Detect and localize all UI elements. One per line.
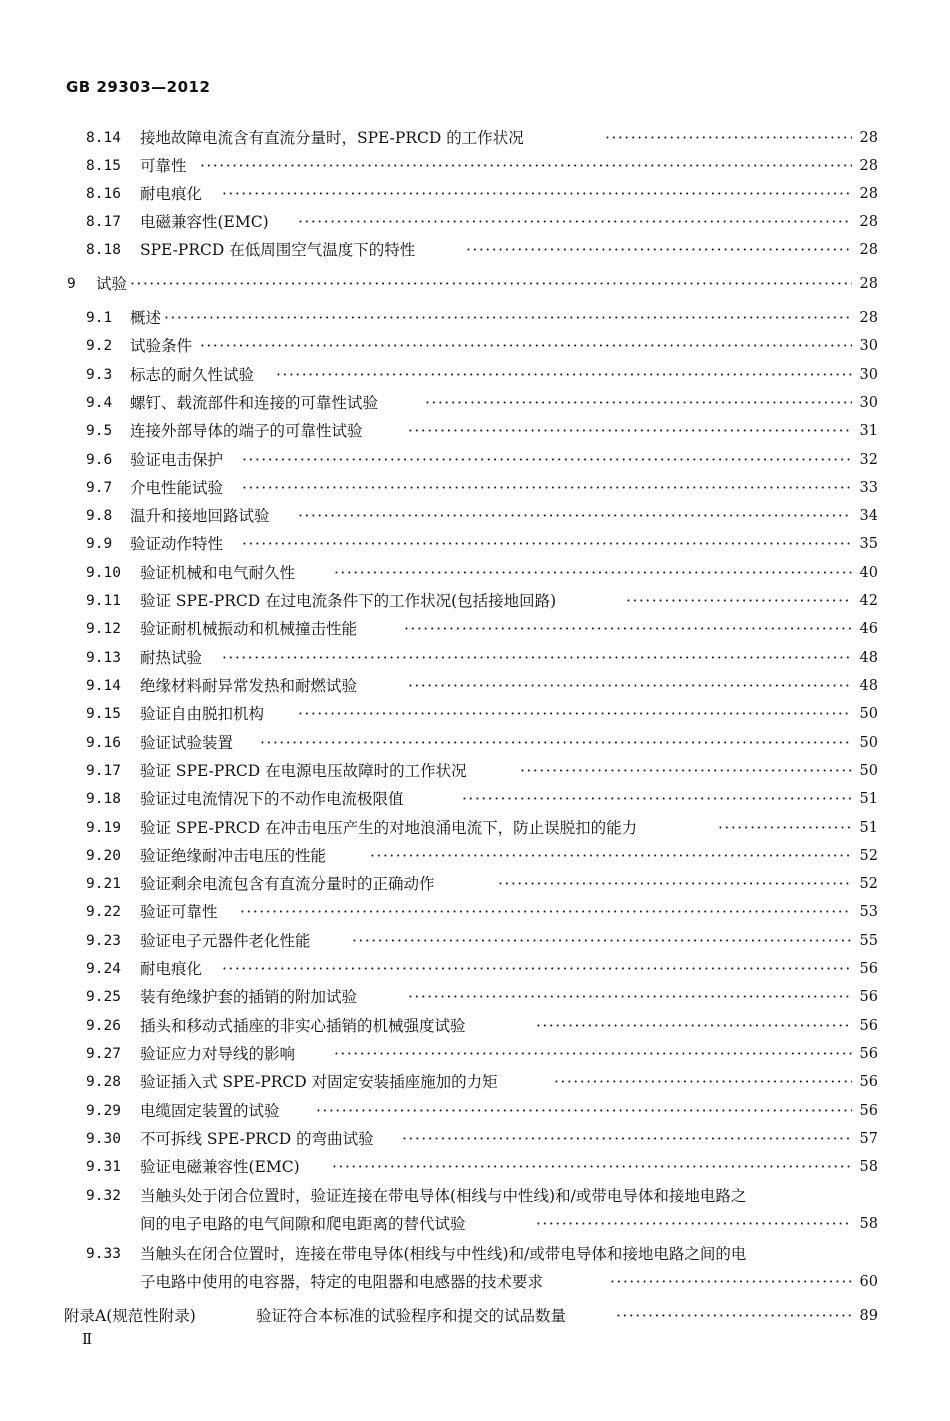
toc-page-number: 28: [859, 276, 878, 292]
toc-dot-leader: [222, 180, 852, 208]
toc-page-number: 60: [859, 1274, 878, 1290]
toc-title: 温升和接地回路试验: [130, 507, 270, 525]
toc-title: 耐电痕化: [140, 185, 203, 203]
toc-page-number: 28: [859, 310, 878, 326]
toc-dot-leader: [130, 270, 852, 298]
toc-section-number: 9.8: [86, 508, 113, 524]
toc-entry-9-21[interactable]: [0, 870, 950, 898]
standard-number-header: GB 29303—2012: [66, 78, 211, 96]
toc-entry-9-12[interactable]: [0, 615, 950, 643]
toc-page-number: 31: [859, 423, 878, 439]
toc-dot-leader: [242, 530, 852, 558]
toc-page-number: 35: [859, 536, 878, 552]
toc-section-number: 9: [67, 276, 76, 292]
toc-page-number: 50: [859, 735, 878, 751]
toc-page-number: 28: [859, 158, 878, 174]
toc-title: 当触头处于闭合位置时，验证连接在带电导体(相线与中性线)和/或带电导体和接地电路之: [140, 1187, 747, 1205]
toc-section-number: 9.27: [86, 1046, 121, 1062]
toc-dot-leader: [616, 1302, 852, 1330]
toc-dot-leader: [520, 757, 852, 785]
toc-title: 验证绝缘耐冲击电压的性能: [140, 847, 327, 865]
toc-title: 装有绝缘护套的插销的附加试验: [140, 988, 358, 1006]
toc-section-number: 9.15: [86, 706, 121, 722]
toc-section-number: 9.9: [86, 536, 113, 552]
toc-dot-leader: [200, 152, 852, 180]
toc-page-number: 52: [859, 848, 878, 864]
toc-section-number: 8.15: [86, 158, 121, 174]
toc-dot-leader: [404, 615, 852, 643]
toc-entry-9-18[interactable]: [0, 785, 950, 813]
toc-page-number: 55: [859, 933, 878, 949]
toc-entry-9-7[interactable]: [0, 474, 950, 502]
toc-dot-leader: [276, 361, 852, 389]
toc-page-number: 33: [859, 480, 878, 496]
toc-entry-9-33-cont[interactable]: [0, 1268, 950, 1296]
toc-dot-leader: [316, 1097, 852, 1125]
toc-section-number: 9.19: [86, 820, 121, 836]
toc-section-number: 9.22: [86, 904, 121, 920]
toc-page-number: 30: [859, 338, 878, 354]
toc-dot-leader: [370, 842, 852, 870]
toc-entry-9-20[interactable]: [0, 842, 950, 870]
toc-page-number: 30: [859, 395, 878, 411]
toc-page-number: 34: [859, 508, 878, 524]
toc-title: 插头和移动式插座的非实心插销的机械强度试验: [140, 1017, 466, 1035]
toc-section-number: 8.16: [86, 186, 121, 202]
toc-section-number: 9.12: [86, 621, 121, 637]
toc-entry-8-18[interactable]: [0, 236, 950, 264]
toc-page-number: 57: [859, 1131, 878, 1147]
toc-page-number: 48: [859, 678, 878, 694]
toc-entry-9-25[interactable]: [0, 983, 950, 1011]
toc-title: SPE-PRCD 在低周围空气温度下的特性: [140, 241, 416, 259]
toc-section-number: 9.5: [86, 423, 113, 439]
toc-annex-label: 附录A(规范性附录): [64, 1307, 196, 1325]
toc-section-number: 9.10: [86, 565, 121, 581]
toc-page-number: 56: [859, 961, 878, 977]
toc-page-number: 53: [859, 904, 878, 920]
toc-dot-leader: [352, 927, 852, 955]
toc-title-continuation: 子电路中使用的电容器，特定的电阻器和电感器的技术要求: [140, 1273, 544, 1291]
toc-entry-9-15[interactable]: [0, 700, 950, 728]
toc-dot-leader: [610, 1268, 852, 1296]
toc-dot-leader: [200, 332, 852, 360]
toc-page-number: 32: [859, 452, 878, 468]
toc-page-number: 56: [859, 1018, 878, 1034]
toc-title-continuation: 间的电子电路的电气间隙和爬电距离的替代试验: [140, 1215, 466, 1233]
toc-title: 不可拆线 SPE-PRCD 的弯曲试验: [140, 1130, 374, 1148]
toc-title: 接地故障电流含有直流分量时，SPE-PRCD 的工作状况: [140, 129, 524, 147]
toc-dot-leader: [298, 700, 852, 728]
toc-dot-leader: [334, 559, 852, 587]
toc-title: 验证 SPE-PRCD 在电源电压故障时的工作状况: [140, 762, 467, 780]
toc-page-number: 40: [859, 565, 878, 581]
toc-section-number: 9.14: [86, 678, 121, 694]
toc-page-number: 28: [859, 214, 878, 230]
toc-entry-9-8[interactable]: [0, 502, 950, 530]
toc-entry-9-9[interactable]: [0, 530, 950, 558]
toc-entry-9-24[interactable]: [0, 955, 950, 983]
toc-dot-leader: [222, 955, 852, 983]
toc-dot-leader: [408, 983, 852, 1011]
toc-dot-leader: [536, 1210, 852, 1238]
toc-entry-9-10[interactable]: [0, 559, 950, 587]
toc-dot-leader: [408, 672, 852, 700]
toc-section-number: 9.33: [86, 1246, 121, 1262]
toc-dot-leader: [536, 1012, 852, 1040]
toc-page-number: 50: [859, 763, 878, 779]
toc-title: 验证 SPE-PRCD 在过电流条件下的工作状况(包括接地回路): [140, 592, 557, 610]
toc-dot-leader: [408, 417, 852, 445]
toc-page-number: 30: [859, 367, 878, 383]
toc-section-number: 9.29: [86, 1103, 121, 1119]
toc-title: 螺钉、载流部件和连接的可靠性试验: [130, 394, 379, 412]
toc-section-number: 9.25: [86, 989, 121, 1005]
toc-title: 试验条件: [130, 337, 193, 355]
toc-title: 标志的耐久性试验: [130, 366, 255, 384]
toc-title: 当触头在闭合位置时，连接在带电导体(相线与中性线)和/或带电导体和接地电路之间的电: [140, 1245, 747, 1263]
toc-page-number: 56: [859, 1074, 878, 1090]
toc-entry-9-16[interactable]: [0, 729, 950, 757]
toc-title: 验证 SPE-PRCD 在冲击电压产生的对地浪涌电流下，防止误脱扣的能力: [140, 819, 638, 837]
toc-title: 验证机械和电气耐久性: [140, 564, 296, 582]
toc-dot-leader: [466, 236, 852, 264]
toc-page-number: 51: [859, 820, 878, 836]
toc-entry-annex-a[interactable]: [0, 1302, 950, 1330]
toc-dot-leader: [626, 587, 852, 615]
toc-title: 验证电子元器件老化性能: [140, 932, 311, 950]
toc-section-number: 9.24: [86, 961, 121, 977]
toc-section-number: 9.6: [86, 452, 113, 468]
toc-section-number: 9.13: [86, 650, 121, 666]
toc-entry-9-17[interactable]: [0, 757, 950, 785]
toc-title: 验证可靠性: [140, 903, 218, 921]
toc-entry-9-13[interactable]: [0, 644, 950, 672]
toc-section-number: 9.11: [86, 593, 121, 609]
toc-page-number: 48: [859, 650, 878, 666]
toc-entry-9-2[interactable]: [0, 332, 950, 360]
toc-entry-9-23[interactable]: [0, 927, 950, 955]
toc-entry-9-22[interactable]: [0, 898, 950, 926]
toc-entry-9-11[interactable]: [0, 587, 950, 615]
toc-page-number: 42: [859, 593, 878, 609]
toc-dot-leader: [298, 502, 852, 530]
toc-dot-leader: [605, 124, 852, 152]
toc-title: 验证动作特性: [130, 535, 224, 553]
page-number-footer: Ⅱ: [82, 1330, 93, 1348]
toc-entry-8-17[interactable]: [0, 208, 950, 236]
toc-title: 介电性能试验: [130, 479, 224, 497]
toc-title: 验证过电流情况下的不动作电流极限值: [140, 790, 404, 808]
toc-entry-9-32-cont[interactable]: [0, 1210, 950, 1238]
toc-dot-leader: [462, 785, 852, 813]
toc-page-number: 51: [859, 791, 878, 807]
toc-title: 验证自由脱扣机构: [140, 705, 265, 723]
toc-entry-9-33[interactable]: [0, 1240, 950, 1268]
toc-page-number: 28: [859, 130, 878, 146]
toc-entry-9-28[interactable]: [0, 1068, 950, 1096]
toc-title: 可靠性: [140, 157, 187, 175]
toc-section-number: 9.7: [86, 480, 113, 496]
toc-page-number: 28: [859, 242, 878, 258]
toc-section-number: 9.21: [86, 876, 121, 892]
toc-dot-leader: [298, 208, 852, 236]
toc-section-number: 9.20: [86, 848, 121, 864]
toc-entry-9-1[interactable]: [0, 304, 950, 332]
toc-entry-9-32[interactable]: [0, 1182, 950, 1210]
toc-dot-leader: [260, 729, 852, 757]
toc-title: 验证插入式 SPE-PRCD 对固定安装插座施加的力矩: [140, 1073, 498, 1091]
toc-entry-9-29[interactable]: [0, 1097, 950, 1125]
toc-section-number: 9.18: [86, 791, 121, 807]
toc-section-number: 9.31: [86, 1159, 121, 1175]
toc-page-number: 89: [859, 1308, 878, 1324]
toc-section-number: 9.26: [86, 1018, 121, 1034]
toc-dot-leader: [242, 446, 852, 474]
toc-page-number: 28: [859, 186, 878, 202]
toc-entry-9-30[interactable]: [0, 1125, 950, 1153]
toc-page-number: 56: [859, 1046, 878, 1062]
toc-title: 耐热试验: [140, 649, 203, 667]
toc-dot-leader: [425, 389, 852, 417]
toc-entry-9-4[interactable]: [0, 389, 950, 417]
toc-title: 验证剩余电流包含有直流分量时的正确动作: [140, 875, 435, 893]
toc-title: 验证电击保护: [130, 451, 224, 469]
toc-title: 电缆固定装置的试验: [140, 1102, 280, 1120]
toc-page-number: 46: [859, 621, 878, 637]
toc-entry-9-31[interactable]: [0, 1153, 950, 1181]
toc-section-number: 9.17: [86, 763, 121, 779]
toc-dot-leader: [718, 814, 852, 842]
toc-title: 概述: [130, 309, 162, 327]
toc-section-number: 9.16: [86, 735, 121, 751]
toc-dot-leader: [222, 644, 852, 672]
toc-section-number: 9.28: [86, 1074, 121, 1090]
toc-page-number: 58: [859, 1159, 878, 1175]
toc-entry-9-3[interactable]: [0, 361, 950, 389]
toc-title: 绝缘材料耐异常发热和耐燃试验: [140, 677, 358, 695]
toc-section-number: 8.18: [86, 242, 121, 258]
toc-dot-leader: [240, 898, 852, 926]
toc-dot-leader: [402, 1125, 852, 1153]
toc-section-number: 9.1: [86, 310, 113, 326]
toc-entry-9-5[interactable]: [0, 417, 950, 445]
toc-entry-9-6[interactable]: [0, 446, 950, 474]
toc-section-number: 9.2: [86, 338, 113, 354]
toc-entry-8-16[interactable]: [0, 180, 950, 208]
toc-dot-leader: [554, 1068, 852, 1096]
toc-section-number: 8.17: [86, 214, 121, 230]
toc-dot-leader: [498, 870, 852, 898]
toc-page-number: 56: [859, 1103, 878, 1119]
toc-page-number: 58: [859, 1216, 878, 1232]
toc-dot-leader: [164, 304, 852, 332]
toc-title: 试验: [96, 275, 128, 293]
toc-section-number: 9.3: [86, 367, 113, 383]
toc-title: 电磁兼容性(EMC): [140, 213, 269, 231]
toc-entry-8-15[interactable]: [0, 152, 950, 180]
toc-dot-leader: [334, 1040, 852, 1068]
toc-title: 验证耐机械振动和机械撞击性能: [140, 620, 358, 638]
toc-section-number: 9.23: [86, 933, 121, 949]
toc-section-number: 9.32: [86, 1188, 121, 1204]
toc-title: 验证应力对导线的影响: [140, 1045, 296, 1063]
toc-page-number: 56: [859, 989, 878, 1005]
toc-entry-8-14[interactable]: [0, 124, 950, 152]
toc-section-number: 8.14: [86, 130, 121, 146]
toc-title: 耐电痕化: [140, 960, 203, 978]
toc-entry-9-19[interactable]: [0, 814, 950, 842]
toc-entry-9[interactable]: [0, 270, 950, 298]
toc-entry-9-27[interactable]: [0, 1040, 950, 1068]
toc-title: 连接外部导体的端子的可靠性试验: [130, 422, 363, 440]
toc-entry-9-14[interactable]: [0, 672, 950, 700]
toc-section-number: 9.30: [86, 1131, 121, 1147]
toc-page-number: 52: [859, 876, 878, 892]
toc-page-number: 50: [859, 706, 878, 722]
toc-title: 验证电磁兼容性(EMC): [140, 1158, 300, 1176]
toc-title: 验证试验装置: [140, 734, 234, 752]
toc-dot-leader: [242, 474, 852, 502]
toc-entry-9-26[interactable]: [0, 1012, 950, 1040]
toc-section-number: 9.4: [86, 395, 113, 411]
toc-dot-leader: [332, 1153, 852, 1181]
toc-title: 验证符合本标准的试验程序和提交的试品数量: [256, 1307, 567, 1325]
